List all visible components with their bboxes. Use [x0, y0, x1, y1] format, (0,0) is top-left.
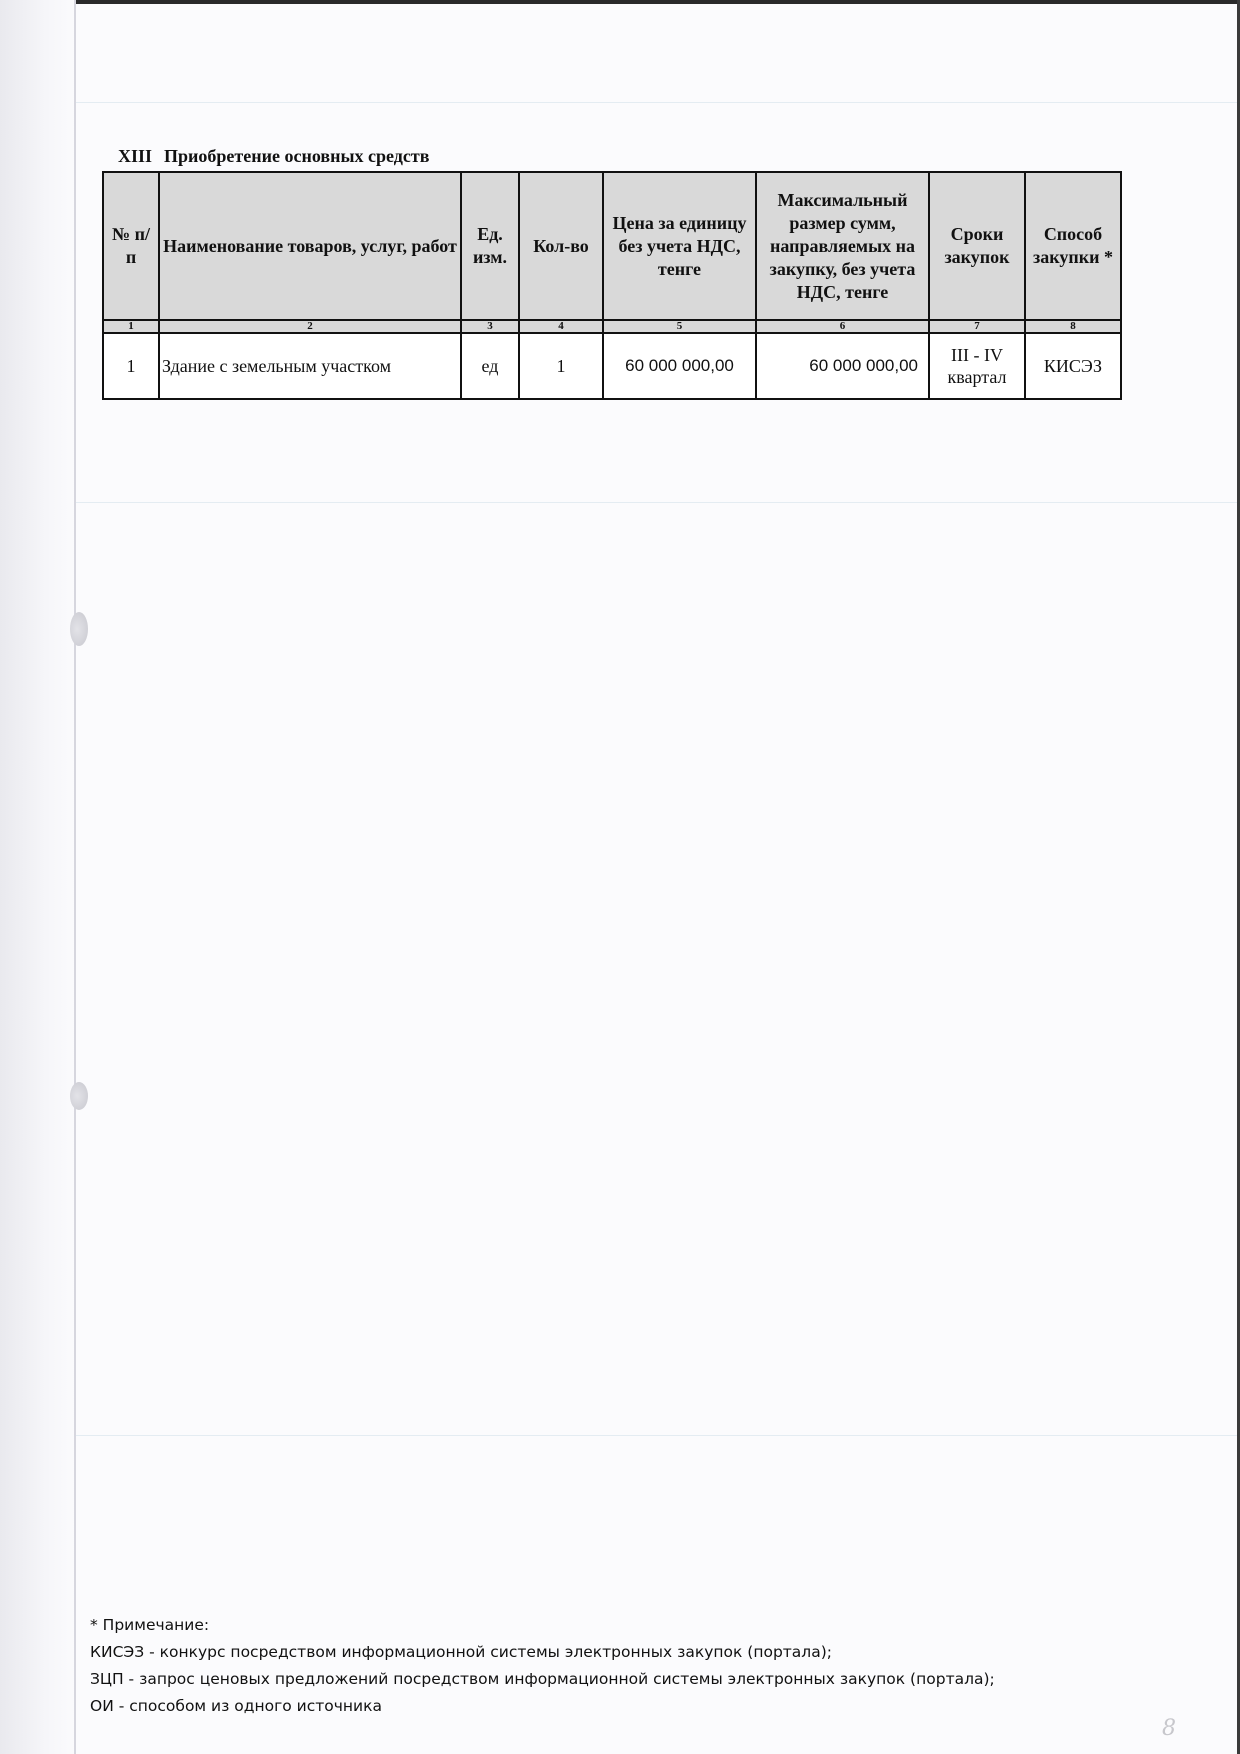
section-number: XIII	[118, 146, 153, 166]
handwritten-page-number: 8	[1162, 1716, 1176, 1741]
col-number: 3	[461, 320, 519, 333]
footnote-heading: * Примечание:	[90, 1616, 210, 1634]
col-number: 6	[756, 320, 929, 333]
scan-left-margin	[0, 0, 76, 1754]
col-number: 8	[1025, 320, 1121, 333]
procurement-table	[102, 171, 1122, 400]
col-header-qty: Кол-во	[519, 172, 603, 320]
col-number: 7	[929, 320, 1025, 333]
col-number: 5	[603, 320, 756, 333]
cell-max-amount: 60 000 000,00	[756, 333, 929, 399]
scan-top-edge	[76, 0, 1240, 4]
col-header-max-amount: Максимальный размер сумм, направляемых на закупку, без учета НДС, тенге	[756, 172, 929, 320]
cell-unit-price: 60 000 000,00	[603, 333, 756, 399]
cell-name: Здание с земельным участком	[159, 333, 461, 399]
table-row	[103, 333, 1121, 399]
cell-period: III - IV квартал	[929, 333, 1025, 399]
footnote-item: КИСЭЗ - конкурс посредством информационной системы электронных закупок (портала);	[90, 1643, 832, 1661]
faint-rule	[76, 502, 1237, 503]
faint-rule	[76, 102, 1237, 103]
section-title	[118, 146, 429, 167]
cell-method: КИСЭЗ	[1025, 333, 1121, 399]
col-number: 2	[159, 320, 461, 333]
footnotes	[90, 1612, 995, 1720]
cell-qty: 1	[519, 333, 603, 399]
col-header-method: Способ закупки *	[1025, 172, 1121, 320]
punch-hole	[70, 612, 88, 646]
cell-number: 1	[103, 333, 159, 399]
column-number-row	[103, 320, 1121, 333]
faint-rule	[76, 1435, 1237, 1436]
punch-hole	[70, 1082, 88, 1110]
footnote-item: ЗЦП - запрос ценовых предложений посредством информационной системы электронных закупок (портала);	[90, 1670, 995, 1688]
col-header-unit: Ед. изм.	[461, 172, 519, 320]
section-heading: Приобретение основных средств	[164, 146, 430, 166]
col-header-number: № п/п	[103, 172, 159, 320]
header-row	[103, 172, 1121, 320]
col-header-period: Сроки закупок	[929, 172, 1025, 320]
col-header-name: Наименование товаров, услуг, работ	[159, 172, 461, 320]
col-number: 4	[519, 320, 603, 333]
col-header-unit-price: Цена за единицу без учета НДС, тенге	[603, 172, 756, 320]
footnote-item: ОИ - способом из одного источника	[90, 1697, 382, 1715]
scan-fold-line	[74, 0, 76, 1754]
col-number: 1	[103, 320, 159, 333]
cell-unit: ед	[461, 333, 519, 399]
